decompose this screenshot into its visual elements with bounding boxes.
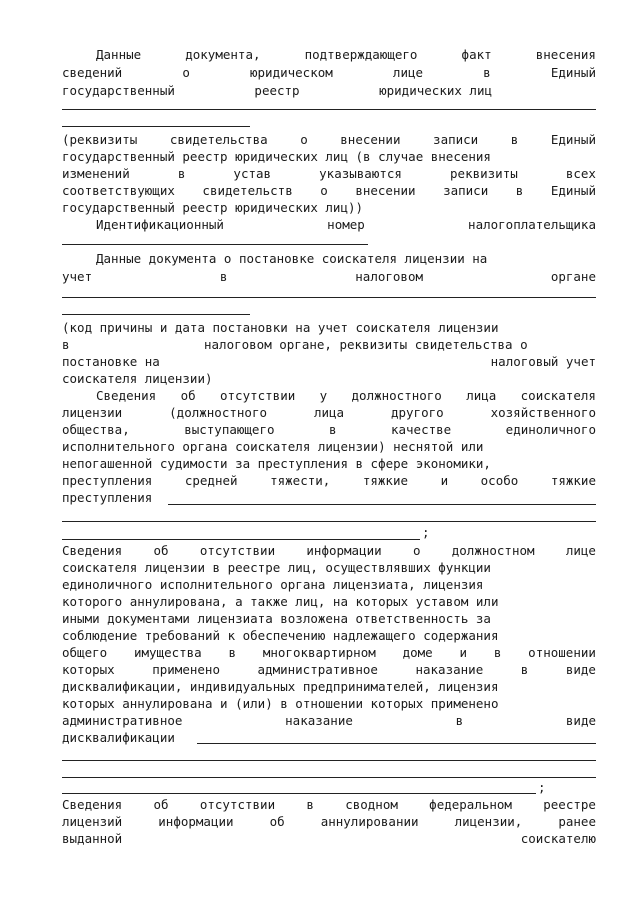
note2-line1 [62,319,596,336]
section4-line1 [62,542,596,559]
word: (должностного [169,405,267,420]
word: Сведения [96,388,157,403]
word: преступления [62,473,153,488]
note2-line4: соискателя лицензии) [62,371,213,386]
section5-line1 [62,796,596,813]
word: внесении [340,132,401,147]
section4-line6 [62,627,596,644]
word: всех [565,166,596,181]
word: исполнительного органа соискателя лицензии) неснятой или [62,439,484,454]
word: единоличного [505,422,596,437]
word: свидетельств [202,183,293,198]
word: и [459,645,468,660]
section4-line2 [62,559,596,576]
word: сведений [62,65,123,80]
note2-text: налоговом органе, реквизиты свидетельства о [204,337,528,352]
section3-line5 [62,455,596,472]
note2-line3 [62,353,596,370]
word: иными документами лицензиата возложена ответственность за [62,611,491,626]
inn-blank-line[interactable] [62,244,368,245]
word: об [180,388,196,403]
word: лицензии, [454,814,523,829]
word: непогашенной судимости за преступления в сфере экономики, [62,456,491,471]
section4-line4 [62,593,596,610]
note1-line3 [62,165,596,182]
word: указываются [319,166,402,181]
word: которого аннулирована, а также лиц, на которых уставом или [62,594,499,609]
word: Единый [550,132,596,147]
word: применено [152,662,220,677]
word: в [515,183,524,198]
note2-word: в [62,337,70,352]
section1-line3 [62,82,492,99]
word: соискателю [520,831,596,846]
word: сводном [345,797,398,812]
word: государственный реестр юридических лиц)) [62,200,364,215]
word: номер [327,217,365,232]
word: записи [433,132,479,147]
word: постановке на [62,354,160,369]
section4-last-word: дисквалификации [62,730,175,745]
word: у [319,388,328,403]
word: Данные [96,47,142,62]
word: информации [158,814,234,829]
word: об [269,814,285,829]
note1-line1 [62,131,596,148]
note2-line2 [62,336,596,353]
blank-line[interactable] [168,504,596,505]
word: многоквартирном [262,645,376,660]
word: налогоплательщика [468,217,596,232]
word: Данные документа о постановке соискателя лицензии на [96,251,488,266]
section4-line3 [62,576,596,593]
blank-line[interactable] [62,297,596,298]
word: единоличного исполнительного органа лицензиата, лицензия [62,577,484,592]
word: виде [565,662,596,677]
word: об [153,543,169,558]
blank-line[interactable] [62,109,596,110]
word: наказание [415,662,484,677]
word: Сведения [62,543,123,558]
word: доме [402,645,433,660]
word: реестре [543,797,596,812]
word: и [440,473,449,488]
word: юридическом [250,65,333,80]
word: лица [466,388,497,403]
word: тяжести, [270,473,331,488]
word: аннулировании [320,814,419,829]
word: свидетельства [169,132,268,147]
word: Сведения [62,797,123,812]
word: которых аннулирована и (или) в отношении которых применено [62,696,499,711]
word: отсутствии [220,388,296,403]
word: органе [550,269,596,284]
word: тяжкие [550,473,596,488]
word: наказание [285,713,353,728]
word: в [520,662,529,677]
word: государственный [62,83,175,98]
word: лицензий [62,814,123,829]
blank-line[interactable] [62,777,596,778]
word: отсутствии [199,543,276,558]
word: (реквизиты [62,132,138,147]
word: Единый [550,65,596,80]
word: общества, [62,422,130,437]
word: выданной [62,831,123,846]
section4-line5 [62,610,596,627]
semicolon: ; [422,525,430,540]
section2-line2 [62,268,596,285]
word: реквизиты [450,166,518,181]
word: внесения [535,47,596,62]
blank-line[interactable] [62,539,420,540]
word: в [493,645,502,660]
blank-line[interactable] [62,126,250,127]
blank-line[interactable] [62,314,250,315]
word: реестр [254,83,300,98]
word: налоговый учет [490,354,596,369]
word: документа, [185,47,261,62]
word: которых [62,662,115,677]
word: качестве [390,422,452,437]
word: особо [480,473,519,488]
section3-line6 [62,472,596,489]
word: устав [233,166,272,181]
blank-line[interactable] [62,793,536,794]
note1-line4 [62,182,596,199]
word: отношении [528,645,596,660]
word: дисквалификации, индивидуальных предпринимателей, лицензия [62,679,499,694]
section4-line8 [62,661,596,678]
word: о [320,183,328,198]
word: ранее [558,814,596,829]
word: лица [313,405,345,420]
word: об [153,797,169,812]
word: хозяйственного [490,405,596,420]
word: тяжкие [362,473,409,488]
word: в [177,166,186,181]
blank-line[interactable] [62,760,596,761]
word: соблюдение требований к обеспечению надлежащего содержания [62,628,499,643]
word: изменений [62,166,130,181]
word: в [306,797,314,812]
word: Единый [550,183,596,198]
word: виде [565,713,596,728]
word: федеральном [429,797,512,812]
section4-line10 [62,695,596,712]
section4-line11 [62,712,596,729]
word: отсутствии [199,797,276,812]
note1-line5 [62,199,422,216]
word: государственный реестр юридических лиц (в случае внесения [62,149,491,164]
word: записи [443,183,489,198]
semicolon: ; [538,780,546,795]
inn-label [96,216,596,233]
section3-line2 [62,404,596,421]
word: должностного [351,388,442,403]
word: информации [306,543,382,558]
word: Идентификационный [96,217,224,232]
blank-line[interactable] [197,743,596,744]
word: (код причины и дата постановки на учет соискателя лицензии [62,320,499,335]
word: соискателя лицензии в реестре лиц, осуществлявших функции [62,560,491,575]
section3-line1 [96,387,596,404]
word: в [219,269,228,284]
word: лице [392,65,424,80]
word: в [483,65,491,80]
word: учет [62,269,93,284]
word: лице [565,543,596,558]
word: другого [390,405,444,420]
word: факт [461,47,492,62]
section3-line3 [62,421,596,438]
note1-line2 [62,148,596,165]
section3-line4 [62,438,596,455]
word: в [328,422,337,437]
blank-line[interactable] [62,521,596,522]
word: о [300,132,308,147]
word: о [182,65,190,80]
word: в [228,645,237,660]
section2-line1 [96,250,596,267]
word: лицензии [62,405,123,420]
word: юридических лиц [379,83,492,98]
word: подтверждающего [304,47,418,62]
section4-line9 [62,678,596,695]
word: административное [62,713,183,728]
section1-line2 [62,64,596,81]
section3-last-word: преступления [62,490,153,505]
section1-line1 [96,46,596,63]
word: общего [62,645,108,660]
word: внесении [355,183,416,198]
word: выступающего [184,422,275,437]
word: имущества [133,645,202,660]
section4-line7 [62,644,596,661]
section5-line2 [62,813,596,830]
section5-line3 [62,830,596,847]
word: налоговом [355,269,423,284]
word: средней [184,473,238,488]
word: в [455,713,464,728]
word: о [412,543,421,558]
word: должностном [451,543,535,558]
word: в [510,132,519,147]
word: соответствующих [62,183,175,198]
word: административное [257,662,378,677]
word: соискателя [520,388,596,403]
